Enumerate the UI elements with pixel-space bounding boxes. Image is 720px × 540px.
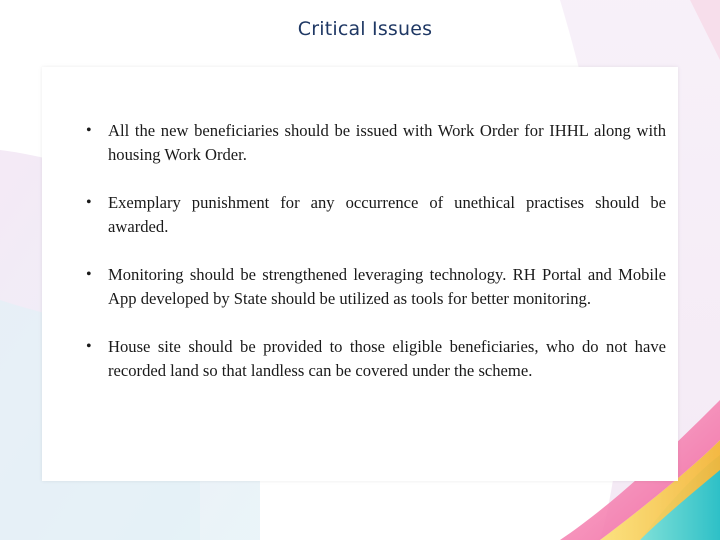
bullet-dot-icon: • — [86, 338, 92, 355]
bullet-dot-icon: • — [86, 194, 92, 211]
slide-title: Critical Issues — [297, 18, 433, 40]
bullet-text: All the new beneficiaries should be issued with Work Order for IHHL along with housing Work Order. — [108, 121, 666, 164]
bullet-text: House site should be provided to those eligible beneficiaries, who do not have recorded land so that landless can be covered under the scheme. — [108, 337, 666, 380]
bullet-text: Exemplary punishment for any occurrence of unethical practises should be awarded. — [108, 193, 666, 236]
bullet-item — [86, 191, 666, 239]
bullet-list — [86, 119, 666, 407]
bullet-item — [86, 263, 666, 311]
bullet-text: Monitoring should be strengthened leveraging technology. RH Portal and Mobile App developed by State should be utilized as tools for better monitoring. — [108, 265, 666, 308]
bullet-dot-icon: • — [86, 122, 92, 139]
bullet-dot-icon: • — [86, 266, 92, 283]
bullet-item — [86, 119, 666, 167]
bullet-item — [86, 335, 666, 383]
content-panel — [42, 67, 678, 481]
